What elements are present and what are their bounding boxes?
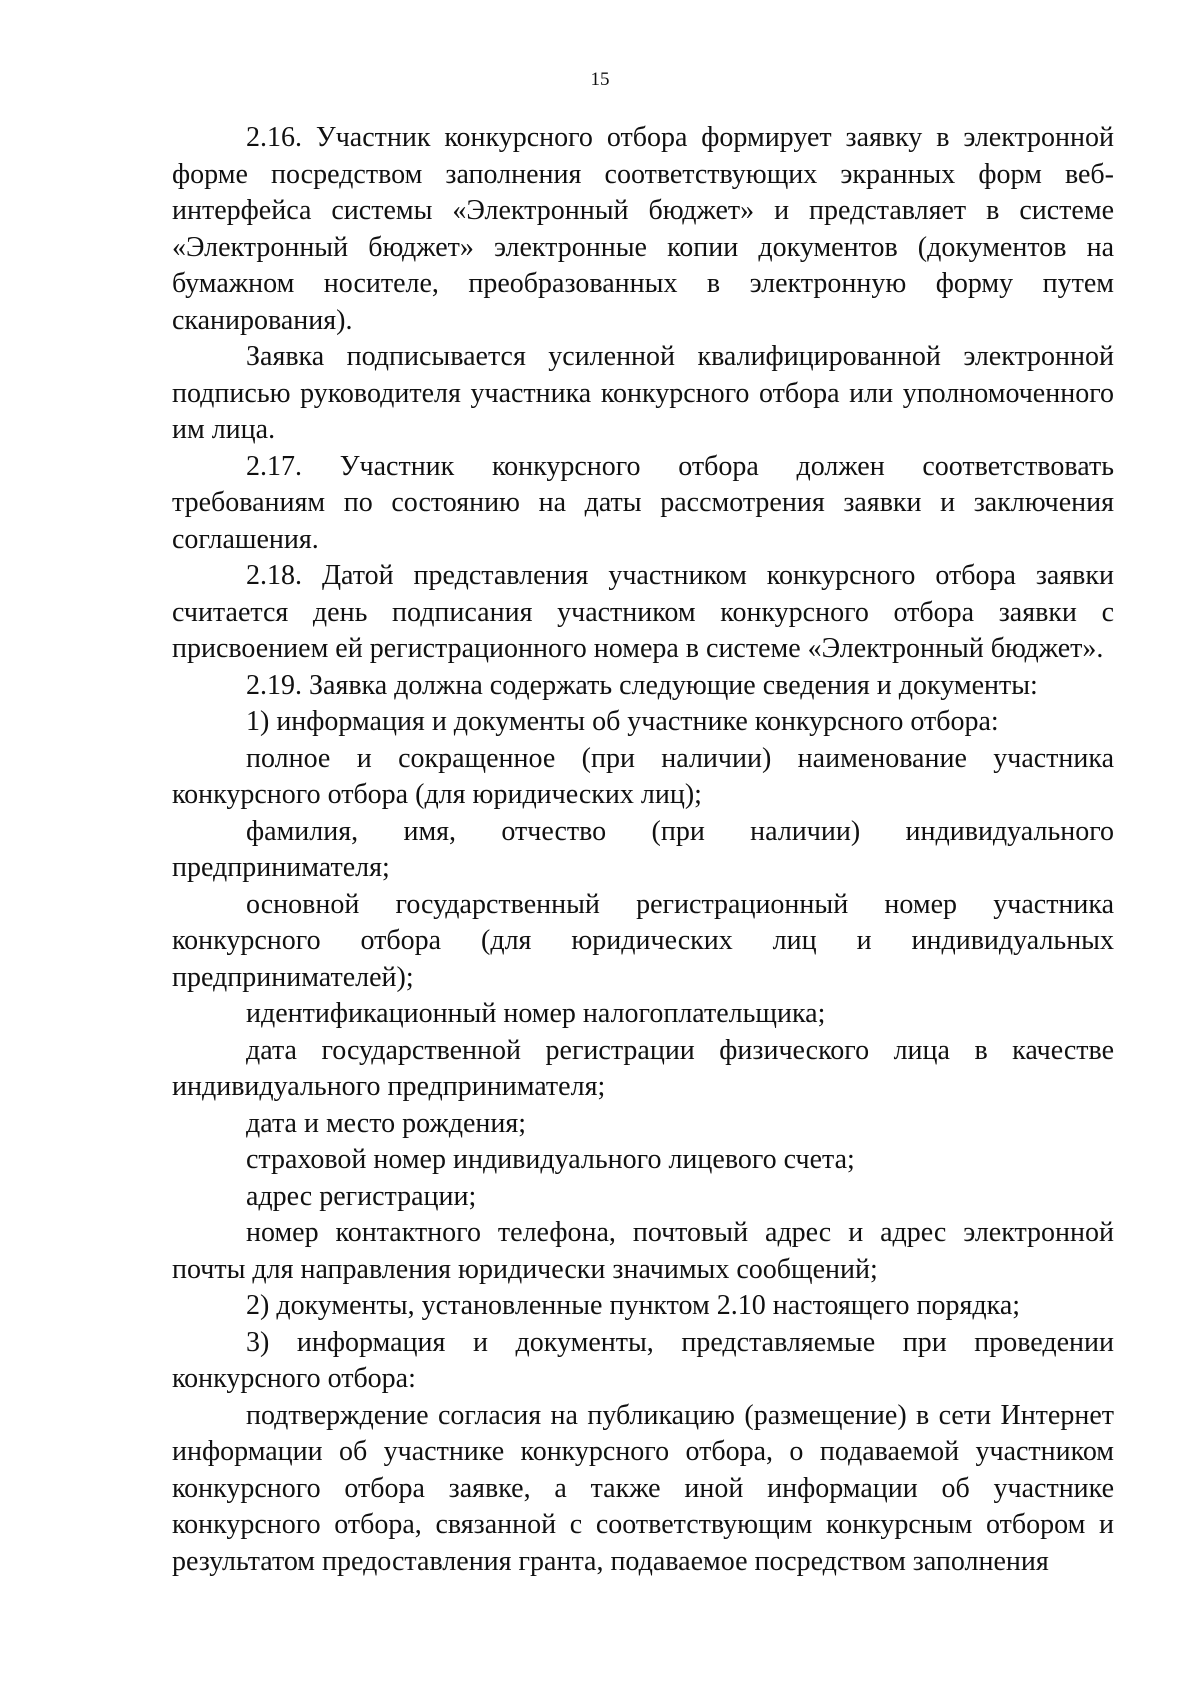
list-item-3: 3) информация и документы, представляемые при проведении конкурсного отбора:: [172, 1326, 1114, 1394]
list-subitem-fio: фамилия, имя, отчество (при наличии) индивидуального предпринимателя;: [172, 815, 1114, 883]
list-subitem-birth: дата и место рождения;: [246, 1107, 527, 1139]
list-subitem-snils: страховой номер индивидуального лицевого счета;: [246, 1144, 855, 1175]
paragraph-2-16: 2.16. Участник конкурсного отбора формирует заявку в электронной форме посредством заполнения соответствующих экранных форм веб-интерфейса системы «Электронный бюджет» и представляет в системе «Электронный бюджет» электронные копии документов (документов на бумажном носителе, преобразованных в электронную форму путем сканирования).: [172, 122, 1114, 336]
paragraph-signature: Заявка подписывается усиленной квалифицированной электронной подписью руководителя участника конкурсного отбора или уполномоченного им лица.: [172, 341, 1114, 445]
paragraph-2-18: 2.18. Датой представления участником конкурсного отбора заявки считается день подписания участником конкурсного отбора заявки с присвоением ей регистрационного номера в системе «Электронный бюджет».: [172, 560, 1114, 664]
list-subitem-name: полное и сокращенное (при наличии) наименование участника конкурсного отбора (для юридических лиц);: [172, 742, 1114, 810]
list-subitem-consent: подтверждение согласия на публикацию (размещение) в сети Интернет информации об участнике конкурсного отбора, о подаваемой участником конкурсного отбора заявке, а также иной информации об участнике конкурсного отбора, связанной с соответствующим конкурсным отбором и результатом предоставления гранта, подаваемое посредством заполнения: [172, 1399, 1114, 1577]
list-subitem-address: адрес регистрации;: [246, 1180, 477, 1212]
list-subitem-contacts: номер контактного телефона, почтовый адрес и адрес электронной почты для направления юридически значимых сообщений;: [172, 1217, 1114, 1285]
document-body: [172, 120, 1114, 1580]
list-subitem-registration-date: дата государственной регистрации физического лица в качестве индивидуального предпринимателя;: [172, 1034, 1114, 1102]
list-subitem-inn: идентификационный номер налогоплательщика;: [246, 998, 826, 1029]
list-item-1: 1) информация и документы об участнике конкурсного отбора:: [246, 706, 999, 737]
list-item-2: 2) документы, установленные пунктом 2.10 настоящего порядка;: [246, 1290, 1021, 1321]
list-subitem-ogrn: основной государственный регистрационный номер участника конкурсного отбора (для юридических лиц и индивидуальных предпринимателей);: [172, 888, 1114, 993]
paragraph-2-17: 2.17. Участник конкурсного отбора должен соответствовать требованиям по состоянию на даты рассмотрения заявки и заключения соглашения.: [172, 450, 1114, 555]
page-number: 15: [590, 69, 610, 90]
paragraph-2-19: 2.19. Заявка должна содержать следующие сведения и документы:: [246, 669, 1038, 701]
